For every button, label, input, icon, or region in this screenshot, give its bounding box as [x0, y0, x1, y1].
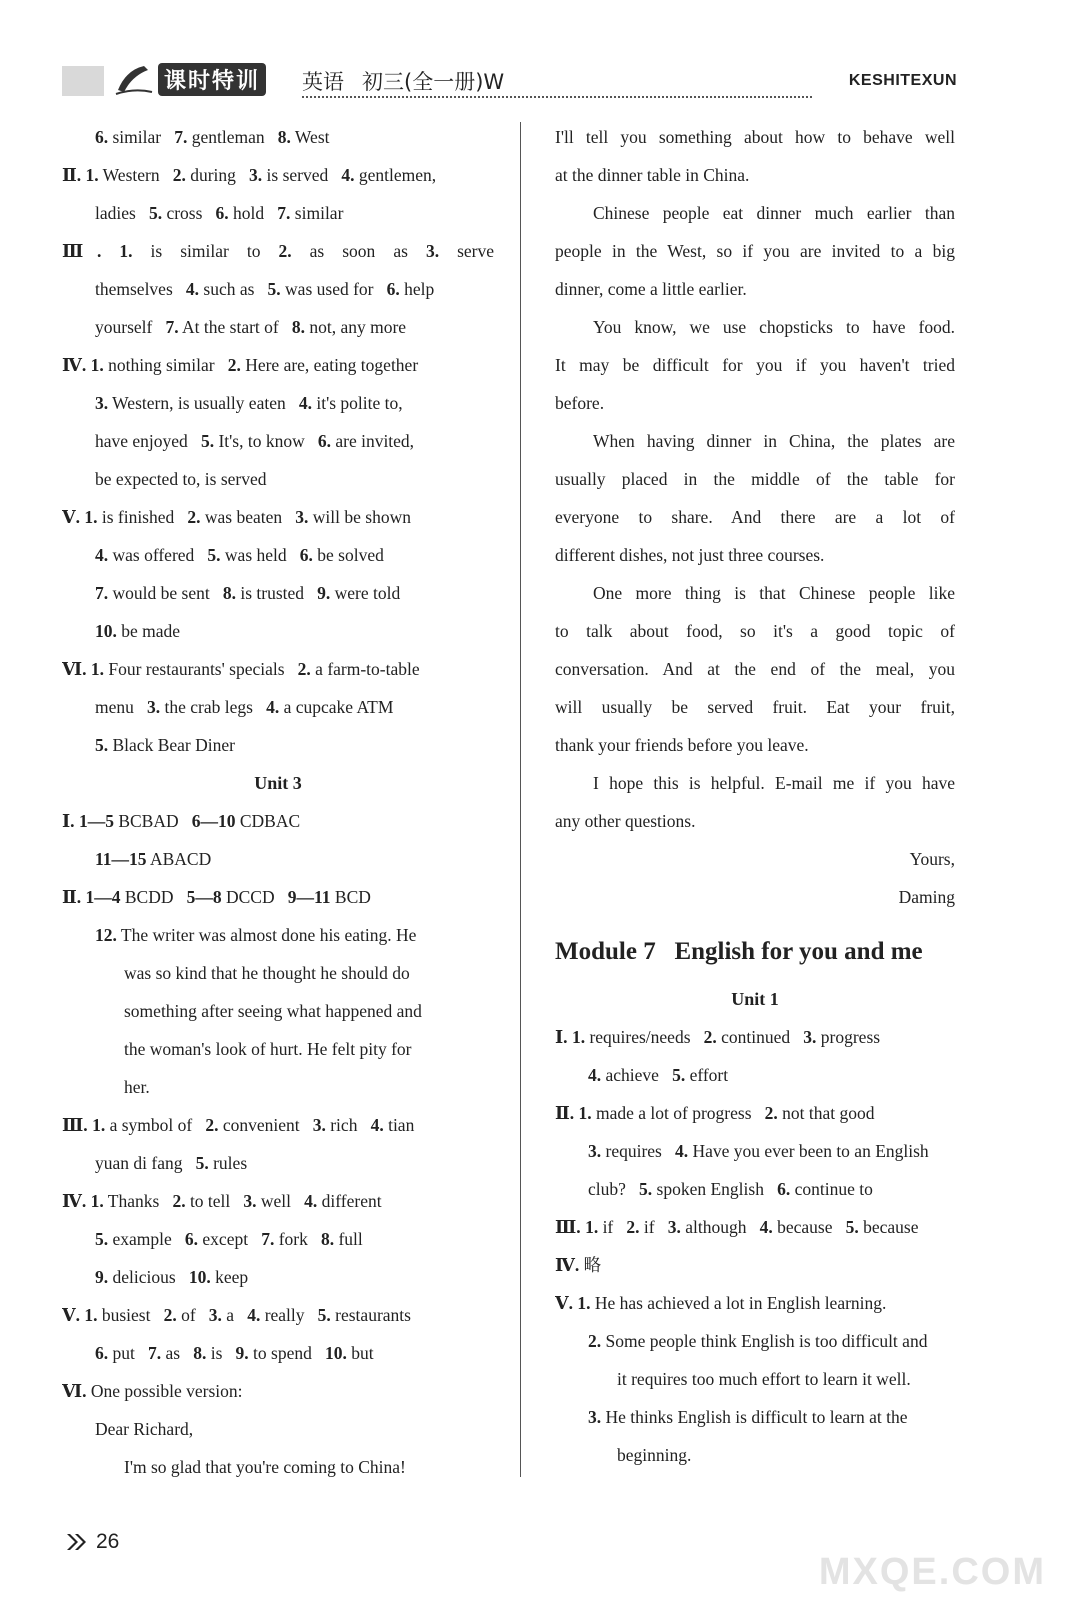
- double-chevron-icon: [66, 1532, 88, 1552]
- text-line: Ⅵ. One possible version:: [62, 1381, 243, 1401]
- text-line: Ⅰ. 1—5 BCBAD 6—10 CDBAC: [62, 811, 301, 831]
- header-grade: 初三(全一册)W: [362, 70, 505, 94]
- header-logo: [114, 62, 266, 96]
- text-line: Ⅳ. 1. Thanks 2. to tell 3. well 4. different: [62, 1191, 382, 1211]
- text-line: usually placed in the middle of the table for: [555, 469, 955, 489]
- text-line: I'll tell you something about how to behave well: [555, 127, 955, 147]
- page-number: 26: [96, 1530, 120, 1553]
- text-line: 6. put 7. as 8. is 9. to spend 10. but: [95, 1343, 374, 1363]
- text-line: have enjoyed 5. It's, to know 6. are invited,: [95, 431, 415, 451]
- text-line: to talk about food, so it's a good topic of: [555, 621, 955, 641]
- text-line: It may be difficult for you if you haven't tried: [555, 355, 955, 375]
- text-line: menu 3. the crab legs 4. a cupcake ATM: [95, 697, 394, 717]
- header-gray-block: [62, 66, 104, 96]
- text-line: yuan di fang 5. rules: [95, 1153, 248, 1173]
- text-line: Ⅱ. 1—4 BCDD 5—8 DCCD 9—11 BCD: [62, 887, 371, 907]
- text-line: Daming: [898, 887, 955, 907]
- text-line: Ⅲ. 1. is similar to 2. as soon as 3. serve: [62, 241, 494, 261]
- text-line: Ⅳ. 略: [555, 1255, 602, 1275]
- left-column: [62, 118, 494, 1486]
- header-subject: 英语: [302, 70, 344, 94]
- text-line: beginning.: [617, 1445, 692, 1465]
- text-line: 10. be made: [95, 621, 181, 641]
- column-divider: [520, 122, 521, 1477]
- header-title: [302, 66, 522, 96]
- text-line: You know, we use chopsticks to have food.: [593, 317, 955, 337]
- header-dotted-rule: [302, 96, 812, 98]
- text-line: dinner, come a little earlier.: [555, 279, 747, 299]
- text-line: 3. He thinks English is difficult to learn at the: [588, 1407, 908, 1427]
- text-line: at the dinner table in China.: [555, 165, 750, 185]
- text-line: was so kind that he thought he should do: [124, 963, 410, 983]
- text-line: I'm so glad that you're coming to China!: [124, 1457, 406, 1477]
- logo-text: 课时特训: [158, 63, 266, 96]
- text-line: conversation. And at the end of the meal, you: [555, 659, 955, 679]
- text-line: any other questions.: [555, 811, 696, 831]
- text-line: 3. requires 4. Have you ever been to an English: [588, 1141, 929, 1161]
- text-line: people in the West, so if you are invited to a big: [555, 241, 955, 261]
- text-line: will usually be served fruit. Eat your fruit,: [555, 697, 955, 717]
- page-footer: [66, 1530, 119, 1554]
- text-line: yourself 7. At the start of 8. not, any more: [95, 317, 407, 337]
- text-line: it requires too much effort to learn it well.: [617, 1369, 911, 1389]
- text-line: club? 5. spoken English 6. continue to: [588, 1179, 873, 1199]
- text-line: Unit 1: [731, 989, 779, 1009]
- page-header: [62, 62, 957, 102]
- text-line: 3. Western, is usually eaten 4. it's polite to,: [95, 393, 403, 413]
- text-line: before.: [555, 393, 605, 413]
- text-line: Ⅱ. 1. made a lot of progress 2. not that good: [555, 1103, 875, 1123]
- text-line: 7. would be sent 8. is trusted 9. were told: [95, 583, 401, 603]
- text-line: Ⅳ. 1. nothing similar 2. Here are, eating together: [62, 355, 419, 375]
- text-line: ladies 5. cross 6. hold 7. similar: [95, 203, 344, 223]
- text-line: Ⅴ. 1. He has achieved a lot in English learning.: [555, 1293, 887, 1313]
- text-line: Ⅲ. 1. if 2. if 3. although 4. because 5. because: [555, 1217, 919, 1237]
- text-line: 9. delicious 10. keep: [95, 1267, 249, 1287]
- text-line: different dishes, not just three courses.: [555, 545, 825, 565]
- text-line: I hope this is helpful. E-mail me if you have: [593, 773, 955, 793]
- text-line: the woman's look of hurt. He felt pity for: [124, 1039, 412, 1059]
- text-line: Unit 3: [254, 773, 302, 793]
- text-line: everyone to share. And there are a lot of: [555, 507, 955, 527]
- text-line: be expected to, is served: [95, 469, 267, 489]
- text-line: Ⅵ. 1. Four restaurants' specials 2. a farm-to-table: [62, 659, 420, 679]
- text-line: something after seeing what happened and: [124, 1001, 422, 1021]
- right-column: [555, 118, 955, 1474]
- text-line: 6. similar 7. gentleman 8. West: [95, 127, 330, 147]
- text-line: Ⅴ. 1. busiest 2. of 3. a 4. really 5. restaurants: [62, 1305, 411, 1325]
- text-line: themselves 4. such as 5. was used for 6. help: [95, 279, 435, 299]
- text-line: 11—15 ABACD: [95, 849, 212, 869]
- text-line: 12. The writer was almost done his eating. He: [95, 925, 417, 945]
- text-line: 4. achieve 5. effort: [588, 1065, 729, 1085]
- text-line: Ⅰ. 1. requires/needs 2. continued 3. progress: [555, 1027, 881, 1047]
- text-line: 4. was offered 5. was held 6. be solved: [95, 545, 384, 565]
- text-line: 5. Black Bear Diner: [95, 735, 235, 755]
- text-line: Ⅴ. 1. is finished 2. was beaten 3. will be shown: [62, 507, 411, 527]
- watermark: MXQE.COM: [818, 1551, 1046, 1593]
- text-line: When having dinner in China, the plates are: [593, 431, 955, 451]
- text-line: her.: [124, 1077, 150, 1097]
- header-brand: KESHITEXUN: [848, 72, 957, 89]
- text-line: Chinese people eat dinner much earlier than: [593, 203, 955, 223]
- text-line: 5. example 6. except 7. fork 8. full: [95, 1229, 363, 1249]
- text-line: Ⅱ. 1. Western 2. during 3. is served 4. gentlemen,: [62, 165, 437, 185]
- text-line: thank your friends before you leave.: [555, 735, 809, 755]
- text-line: Ⅲ. 1. a symbol of 2. convenient 3. rich 4. tian: [62, 1115, 415, 1135]
- text-line: One more thing is that Chinese people like: [593, 583, 955, 603]
- text-line: Module 7 English for you and me: [555, 938, 923, 965]
- text-line: Dear Richard,: [95, 1419, 194, 1439]
- pen-icon: [114, 62, 154, 96]
- text-line: 2. Some people think English is too difficult and: [588, 1331, 928, 1351]
- text-line: Yours,: [909, 849, 955, 869]
